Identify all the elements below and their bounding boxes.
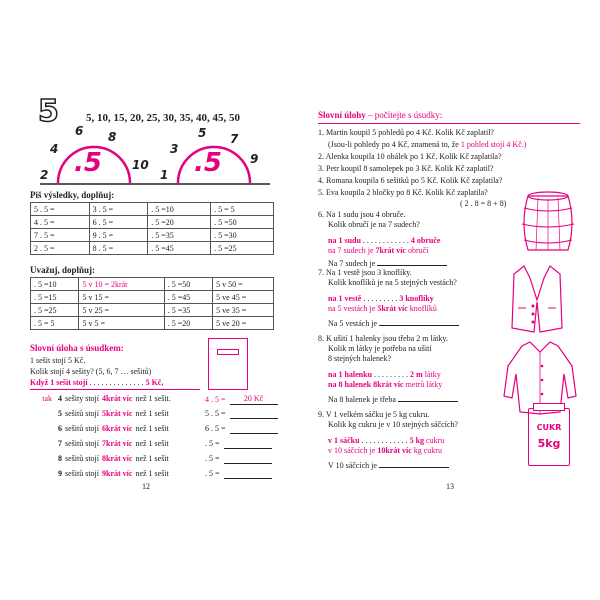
grid-cell: 5 v 15 = — [79, 291, 164, 304]
grid-cell: . 5 =15 — [31, 291, 79, 304]
bag-label: CUKR — [536, 423, 562, 432]
hint-a: v 1 sáčku — [328, 436, 360, 445]
grid-cell: . 5 =45 — [148, 242, 211, 255]
problem-6 — [318, 210, 488, 269]
wp-row-noun: sešitů stojí — [65, 469, 100, 478]
hint-b: 2 m — [410, 370, 423, 379]
grid-cell: . 5 = 5 — [31, 317, 79, 330]
problem-text: Martin koupil 5 pohledů po 4 Kč. Kolik Kč zaplatil? — [326, 128, 494, 137]
hint-d: 8krát víc — [373, 380, 404, 389]
grid-cell: 5 v 25 = — [79, 304, 164, 317]
right-title-a: Slovní úlohy — [318, 110, 366, 120]
problem-8 — [318, 334, 498, 405]
barrel-icon — [518, 190, 578, 256]
grid-cell: . 5 =45 — [164, 291, 212, 304]
answer-line[interactable] — [379, 467, 449, 468]
wp-row-noun: sešitů stojí — [65, 439, 100, 448]
arch-illustration — [30, 125, 280, 187]
grid-cell: . 5 =20 — [164, 317, 212, 330]
grid-cell: 5 . 5 = — [31, 203, 90, 216]
arch2-num: 3 — [170, 142, 179, 156]
problem-text: V 1 velkém sáčku je 5 kg cukru. — [325, 410, 430, 419]
wp-row-n: 9 — [58, 469, 62, 478]
arch1-num: 2 — [40, 168, 49, 182]
hint-e: metrů látky — [405, 380, 443, 389]
page-number-left: 12 — [142, 482, 150, 491]
grid-cell: . 5 =50 — [164, 278, 212, 291]
problem-text: Eva koupila 2 bločky po 8 Kč. Kolik Kč zaplatila? — [326, 188, 488, 197]
problem-9 — [318, 410, 503, 471]
grid-cell: 5 ve 45 = — [213, 291, 274, 304]
hint-c: na 7 sudech je — [328, 246, 374, 255]
answer-line[interactable] — [379, 325, 459, 326]
grid-cell: 9 . 5 = — [89, 229, 148, 242]
wp-row-rest: než 1 sešit — [135, 454, 169, 463]
arch1-num: 10 — [132, 158, 149, 172]
problem-num: 8. — [318, 334, 324, 343]
wp-answer-field[interactable] — [224, 440, 272, 449]
grid-cell: . 5 =10 — [31, 278, 79, 291]
kdyz-prefix: Když — [30, 378, 49, 387]
hint-d: 7krát víc — [375, 246, 406, 255]
wp-row-noun: sešitů stojí — [65, 424, 100, 433]
wp-row-rest: než 1 sešit. — [135, 394, 171, 403]
wp-row-n: 7 — [58, 439, 62, 448]
right-title-b: – počítejte s úsudky: — [365, 110, 443, 120]
answer-line[interactable] — [398, 401, 458, 402]
answer-line[interactable] — [377, 265, 447, 266]
bag-weight: 5kg — [537, 437, 561, 450]
problem-text: Na 1 vestě jsou 3 knoflíky. — [326, 268, 412, 277]
notebook-icon — [208, 338, 248, 390]
wp-row-expr — [205, 424, 278, 434]
wp-row-noun: sešitů stojí — [65, 454, 100, 463]
hint-b: 4 obruče — [410, 236, 441, 245]
problem-num: 9. — [318, 410, 324, 419]
problem-4 — [318, 176, 502, 186]
wp-answer-field[interactable] — [230, 425, 278, 434]
wp-row-k: 5krát víc — [102, 409, 133, 418]
problem-1 — [318, 128, 494, 138]
problem-text: 8 stejných halenek? — [328, 354, 392, 363]
grid-cell: 3 . 5 = — [89, 203, 148, 216]
wp-row-n: 8 — [58, 454, 62, 463]
problem-text: Romana koupila 6 sešitků po 5 Kč. Kolik Kč zaplatila? — [326, 176, 503, 185]
wp-answer-field[interactable]: 20 Kč — [230, 394, 278, 405]
kdyz-dots: . . . . . . . . . . . . . . — [89, 378, 144, 387]
grid-cell: 5 v 5 = — [79, 317, 164, 330]
wp-row — [30, 454, 169, 464]
grid-cell: . 5 =30 — [211, 229, 274, 242]
hint-a: na 1 halenku — [328, 370, 373, 379]
grid-cell: . 5 =35 — [148, 229, 211, 242]
arch2-num: 9 — [250, 152, 259, 166]
hint-d: 10krát víc — [377, 446, 412, 455]
wp-row-lead: tak — [42, 394, 52, 403]
problem-num: 5. — [318, 188, 324, 197]
problem-7 — [318, 268, 498, 329]
wp-row — [30, 394, 171, 404]
hint-e: kg cukru — [413, 446, 442, 455]
hint-a: na 1 vestě — [328, 294, 362, 303]
hint-b2: cukru — [426, 436, 445, 445]
wp-row-n: 5 — [58, 409, 62, 418]
wp-row-expr — [205, 439, 272, 449]
wp-row-k: 7krát víc — [102, 439, 133, 448]
wp-row-k: 6krát víc — [102, 424, 133, 433]
grid-cell: 2 . 5 = — [31, 242, 90, 255]
wp-expr-text: 6 . 5 = — [205, 424, 226, 433]
wp-expr-text: . 5 = — [205, 469, 220, 478]
kdyz-text: 1 sešit stojí — [50, 378, 88, 387]
answer-label: Na 8 halenek je třeba — [328, 395, 396, 404]
problem-hint-text: (Jsou-li pohledy po 4 Kč, znamená to, že — [328, 140, 461, 149]
wp-line1: 1 sešit stojí 5 Kč. — [30, 356, 86, 365]
grid-cell: . 5 =35 — [164, 304, 212, 317]
grid-cell: . 5 =10 — [148, 203, 211, 216]
hint-e: obručí — [407, 246, 429, 255]
wp-row-expr — [205, 394, 278, 405]
right-title — [318, 110, 442, 121]
problem-num: 3. — [318, 164, 324, 173]
grid-cell: 5 v 10 = 2krát — [79, 278, 164, 291]
wp-expr-text: . 5 = — [205, 439, 220, 448]
wp-row-noun: sešity stojí — [65, 394, 100, 403]
wp-row-k: 9krát víc — [102, 469, 133, 478]
wp-row-n: 4 — [58, 394, 62, 403]
arch1-center: .5 — [74, 148, 102, 178]
arch1-num: 6 — [75, 124, 84, 138]
problem-text: Kolik m látky je potřeba na ušití — [328, 344, 432, 353]
wp-expr-text: . 5 = — [205, 454, 220, 463]
problem-num: 7. — [318, 268, 324, 277]
problem-num: 1. — [318, 128, 324, 137]
hint-dots: . . . . . . . . . — [363, 294, 398, 303]
hint-b: 3 knoflíky — [399, 294, 434, 303]
problem-text: Na 1 sudu jsou 4 obruče. — [326, 210, 406, 219]
problem-text: K ušití 1 halenky jsou třeba 2 m látky. — [326, 334, 448, 343]
grid-cell: 4 . 5 = — [31, 216, 90, 229]
section1-title: Piš výsledky, doplňuj: — [30, 190, 115, 200]
wp-row-rest: než 1 sešit — [135, 409, 169, 418]
problem-text: Kolik kg cukru je v 10 stejných sáčcích? — [328, 420, 458, 429]
problem-2 — [318, 152, 502, 162]
sugar-bag-icon — [528, 408, 570, 466]
grid-cell: 5 ve 20 = — [213, 317, 274, 330]
arch1-num: 4 — [50, 142, 59, 156]
hint-c: na 5 vestách je — [328, 304, 376, 313]
kdyz-price: 5 Kč, — [145, 378, 164, 387]
hint-dots: . . . . . . . . . . . . — [362, 236, 409, 245]
problem-num: 4. — [318, 176, 324, 185]
hint-c: na 8 halenek — [328, 380, 372, 389]
grid-cell: 5 ve 35 = — [213, 304, 274, 317]
grid-cell: . 5 = 5 — [211, 203, 274, 216]
grid-cell: . 5 =25 — [211, 242, 274, 255]
problem-hint-pink: 1 pohled stojí 4 Kč.) — [460, 140, 527, 149]
hint-e: knoflíků — [409, 304, 437, 313]
vest-icon — [506, 262, 568, 336]
problem-text: Alenka koupila 10 obálek po 1 Kč. Kolik Kč zaplatila? — [325, 152, 502, 161]
problem-5 — [318, 188, 488, 198]
arch2-num: 7 — [230, 132, 239, 146]
wp-row-noun: sešitů stojí — [65, 409, 100, 418]
kdyz-line — [30, 378, 163, 388]
answer-label: Na 5 vestách je — [328, 319, 378, 328]
hint-a: na 1 sudu — [328, 236, 361, 245]
wp-row-k: 4krát víc — [102, 394, 133, 403]
hint-c: v 10 sáčcích je — [328, 446, 376, 455]
problem-num: 2. — [318, 152, 324, 161]
wp-row-n: 6 — [58, 424, 62, 433]
problem-3 — [318, 164, 494, 174]
problem-5-hint: ( 2 . 8 = 8 + 8) — [460, 199, 507, 208]
page-number-right: 13 — [446, 482, 454, 491]
hint-d: 5krát víc — [377, 304, 408, 313]
wp-row-rest: než 1 sešit — [135, 439, 169, 448]
wp-expr-text: 4 . 5 = — [205, 395, 226, 404]
word-problem-title: Slovní úloha s úsudkem: — [30, 343, 124, 353]
hint-dots: . . . . . . . . . — [374, 370, 409, 379]
wp-row — [30, 409, 169, 419]
problem-1-hint — [328, 140, 526, 150]
hint-b2: látky — [424, 370, 441, 379]
answer-label: Na 7 sudech je — [328, 259, 376, 268]
arch2-center: .5 — [194, 148, 222, 178]
grid-cell: . 5 =20 — [148, 216, 211, 229]
wp-row-expr — [205, 454, 272, 464]
wp-row — [30, 439, 169, 449]
answer-label: V 10 sáčcích je — [328, 461, 377, 470]
right-page — [300, 0, 600, 600]
problem-text: Petr koupil 8 samolepek po 3 Kč. Kolik Kč zaplatil? — [326, 164, 494, 173]
wp-expr-text: 5 . 5 = — [205, 409, 226, 418]
multiples-sequence: 5, 10, 15, 20, 25, 30, 35, 40, 45, 50 — [86, 112, 240, 124]
wp-row-rest: než 1 sešit — [135, 469, 169, 478]
problem-text: Kolik knoflíků je na 5 stejných vestách? — [328, 278, 457, 287]
wp-answer-field[interactable] — [224, 455, 272, 464]
hint-b: 5 kg — [409, 436, 425, 445]
grid-results — [30, 202, 274, 255]
wp-row-rest: než 1 sešit — [135, 424, 169, 433]
grid-cell: 6 . 5 = — [89, 216, 148, 229]
arch1-num: 8 — [108, 130, 117, 144]
wp-row — [30, 424, 169, 434]
section2-title: Uvažuj, doplňuj: — [30, 265, 96, 275]
wp-line2: Kolik stojí 4 sešity? (5, 6, 7 … sešitů) — [30, 367, 152, 376]
grid-cell: 8 . 5 = — [89, 242, 148, 255]
grid-cell: . 5 =25 — [31, 304, 79, 317]
wp-row-k: 8krát víc — [102, 454, 133, 463]
wp-answer-field[interactable] — [230, 410, 278, 419]
wp-row-expr — [205, 409, 278, 419]
wp-row-expr — [205, 469, 272, 479]
problem-text: Kolik obručí je na 7 sudech? — [328, 220, 420, 229]
grid-reasoning — [30, 277, 274, 330]
grid-cell: . 5 =50 — [211, 216, 274, 229]
grid-cell: 5 v 50 = — [213, 278, 274, 291]
wp-row — [30, 469, 169, 479]
grid-cell: 7 . 5 = — [31, 229, 90, 242]
hint-dots: . . . . . . . . . . . . — [361, 436, 408, 445]
arch2-num: 5 — [198, 126, 207, 140]
arch2-num: 1 — [160, 168, 169, 182]
problem-num: 6. — [318, 210, 324, 219]
wp-answer-field[interactable] — [224, 470, 272, 479]
big-number: 5 — [38, 94, 59, 129]
